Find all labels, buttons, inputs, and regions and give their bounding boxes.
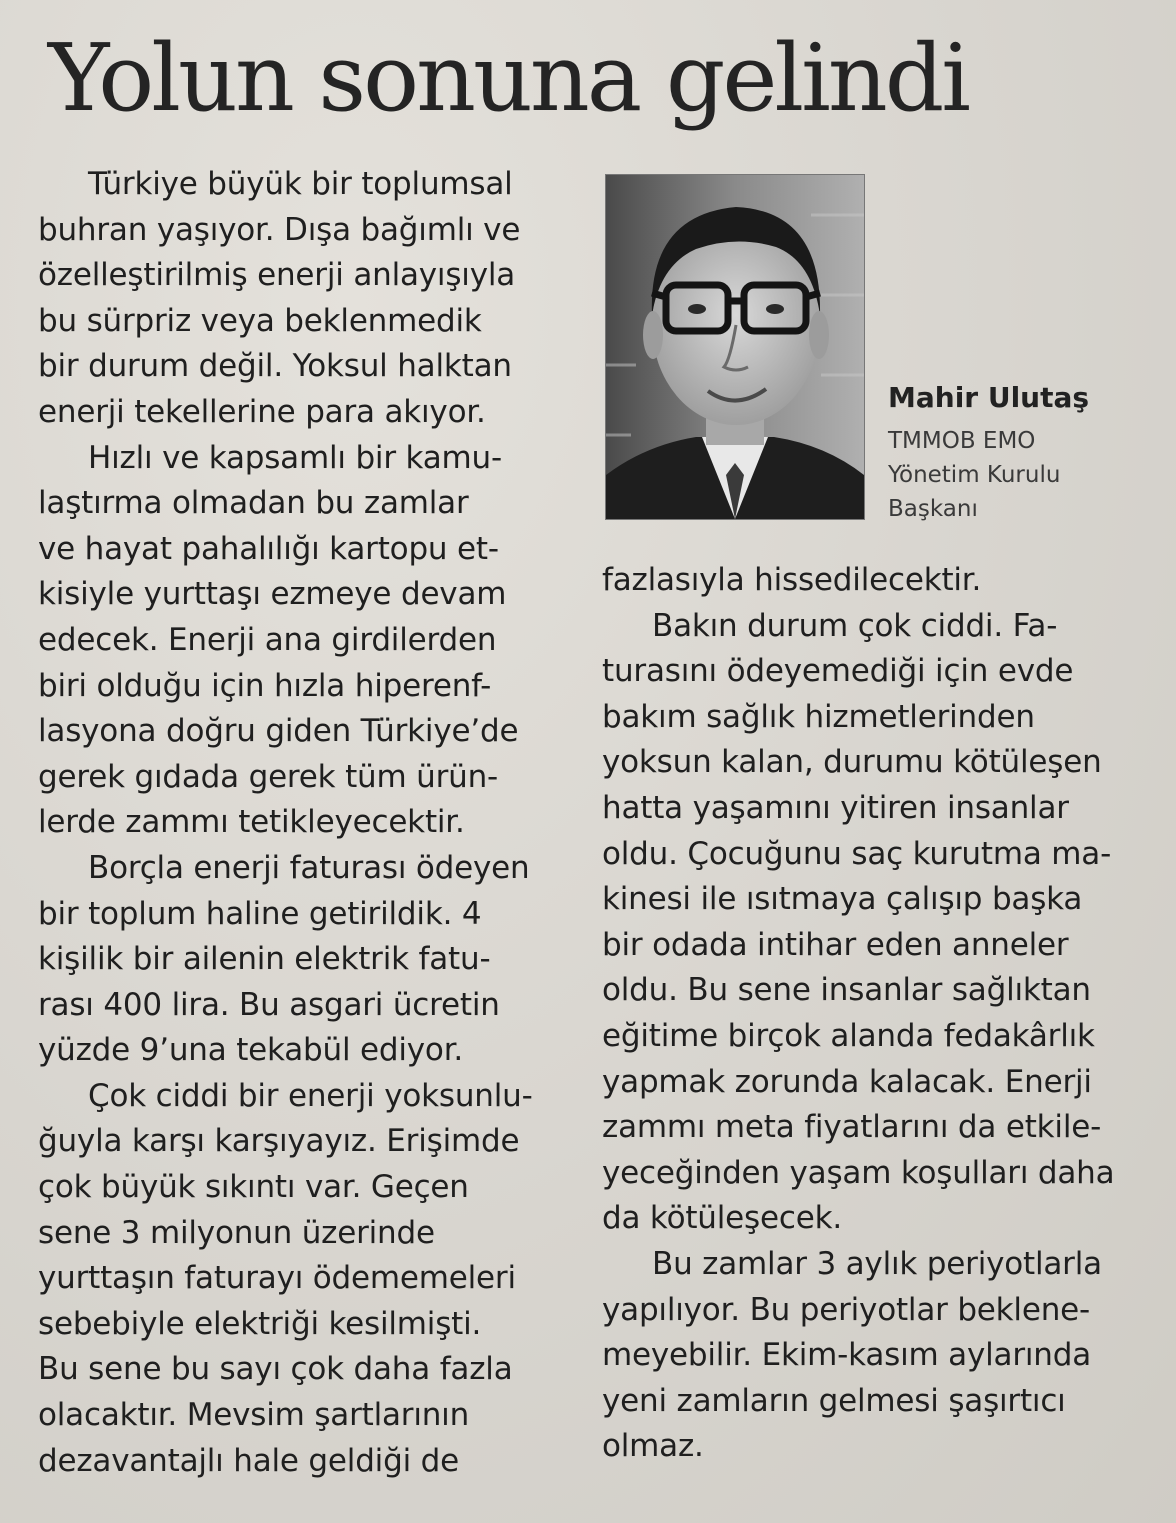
text-line: yurttaşın faturayı ödememeleri [38,1260,516,1297]
text-line: hatta yaşamını yitiren insanlar [602,789,1069,826]
text-line: lerde zammı tetikleyecektir. [38,804,465,841]
author-portrait-icon [605,174,865,520]
text-line: yeceğinden yaşam koşulları daha [602,1154,1115,1191]
text-line: kisiyle yurttaşı ezmeye devam [38,576,507,613]
text-line: turasını ödeyemediği için evde [602,653,1074,690]
text-line: sebebiyle elektriği kesilmişti. [38,1305,482,1342]
text-line: Bu zamlar 3 aylık periyotlarla [652,1245,1102,1282]
text-line: ğuyla karşı karşıyayız. Erişimde [38,1123,520,1160]
text-line: Çok ciddi bir enerji yoksunlu- [88,1077,533,1114]
text-line: zammı meta fiyatlarını da etkile- [602,1109,1102,1146]
text-line: kişilik bir ailenin elektrik fatu- [38,941,491,978]
text-line: Hızlı ve kapsamlı bir kamu- [88,439,502,476]
text-line: sene 3 milyonun üzerinde [38,1214,435,1251]
text-line: Türkiye büyük bir toplumsal [88,166,513,202]
article-column-left [38,162,566,1484]
text-line: çok büyük sıkıntı var. Geçen [38,1169,469,1206]
text-line: ve hayat pahalılığı kartopu et- [38,530,499,567]
text-line: Bu sene bu sayı çok daha fazla [38,1351,513,1388]
text-line: olacaktır. Mevsim şartlarının [38,1397,470,1434]
text-line: Bakın durum çok ciddi. Fa- [652,607,1058,644]
text-line: lasyona doğru giden Türkiye’de [38,713,519,750]
text-line: yoksun kalan, durumu kötüleşen [602,744,1102,781]
text-line: oldu. Çocuğunu saç kurutma ma- [602,835,1112,872]
author-role-line: Başkanı [888,496,978,522]
text-line: rası 400 lira. Bu asgari ücretin [38,986,500,1023]
author-role [888,424,1060,526]
author-role-line: TMMOB EMO [888,428,1036,454]
text-line: da kötüleşecek. [602,1200,842,1237]
text-line: kinesi ile ısıtmaya çalışıp başka [602,881,1083,918]
text-line: laştırma olmadan bu zamlar [38,485,469,522]
text-line: yapmak zorunda kalacak. Enerji [602,1063,1092,1100]
text-line: yeni zamların gelmesi şaşırtıcı [602,1382,1066,1419]
text-line: meyebilir. Ekim-kasım aylarında [602,1337,1091,1374]
author-role-line: Yönetim Kurulu [888,462,1061,488]
author-name: Mahir Ulutaş [888,381,1090,414]
text-line: yapılıyor. Bu periyotlar beklene- [602,1291,1091,1328]
text-line: bir durum değil. Yoksul halktan [38,348,512,385]
headline: Yolun sonuna gelindi [48,24,969,132]
text-line: buhran yaşıyor. Dışa bağımlı ve [38,211,521,248]
text-line: bu sürpriz veya beklenmedik [38,302,482,339]
text-line: oldu. Bu sene insanlar sağlıktan [602,972,1091,1009]
text-line: enerji tekellerine para akıyor. [38,393,486,430]
text-line: fazlasıyla hissedilecektir. [602,562,982,598]
text-line: bakım sağlık hizmetlerinden [602,698,1035,735]
text-line: yüzde 9’una tekabül ediyor. [38,1032,464,1069]
text-line: eğitime birçok alanda fedakârlık [602,1017,1095,1054]
text-line: bir odada intihar eden anneler [602,926,1069,963]
text-line: edecek. Enerji ana girdilerden [38,621,497,658]
article-column-right [602,558,1142,1470]
text-line: Borçla enerji faturası ödeyen [88,849,530,886]
text-line: dezavantajlı hale geldiği de [38,1442,459,1479]
text-line: gerek gıdada gerek tüm ürün- [38,758,499,795]
text-line: bir toplum haline getirildik. 4 [38,895,482,932]
text-line: biri olduğu için hızla hiperenf- [38,667,492,704]
text-line: olmaz. [602,1428,704,1465]
text-line: özelleştirilmiş enerji anlayışıyla [38,257,516,294]
